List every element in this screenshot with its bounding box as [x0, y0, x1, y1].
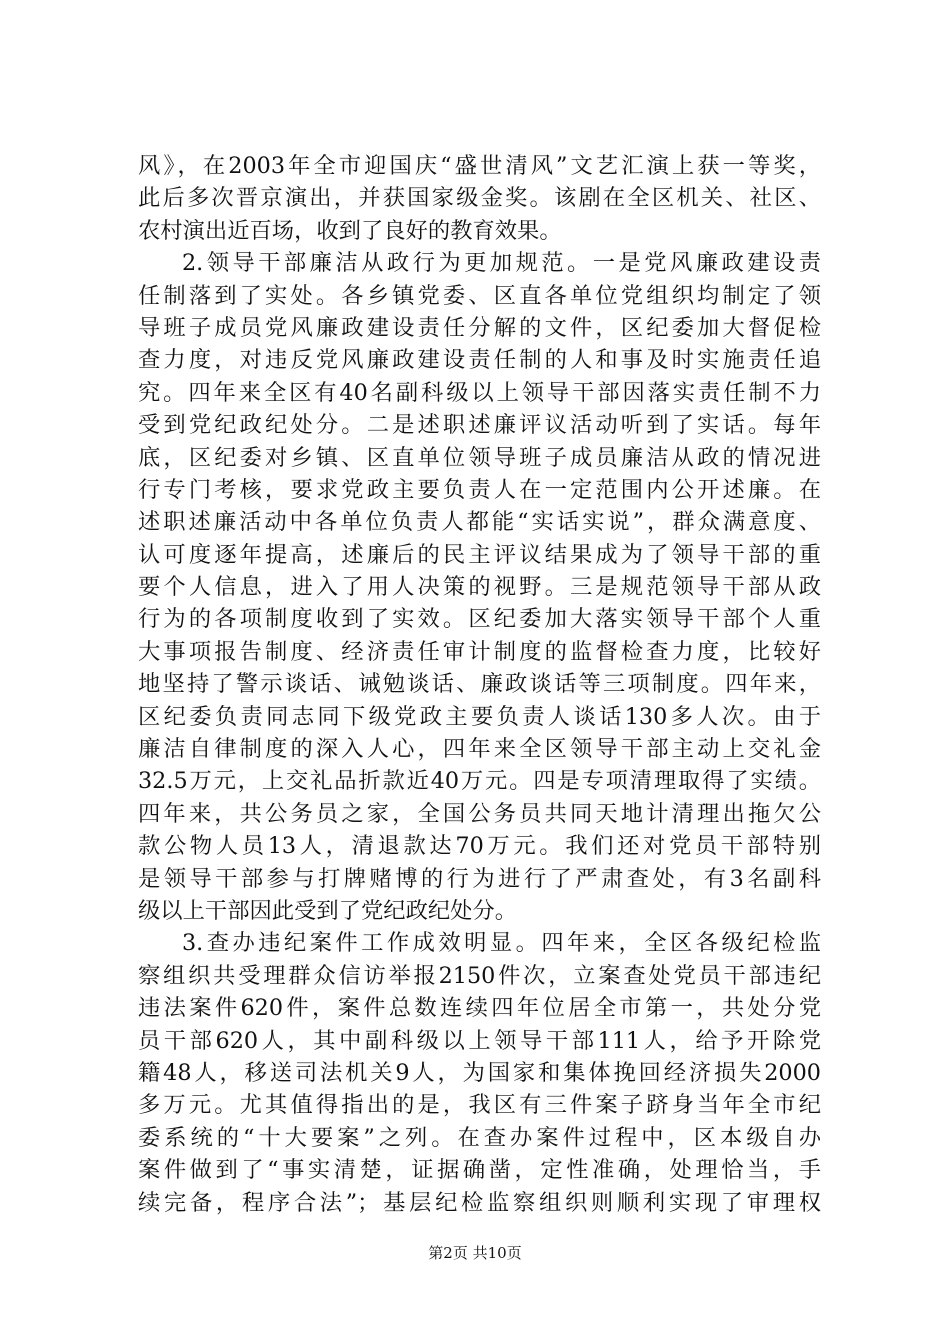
- text-line: 风》，在2003年全市迎国庆“盛世清风”文艺汇演上获一等奖，: [138, 153, 821, 179]
- text-line: 导班子成员党风廉政建设责任分解的文件，区纪委加大督促检: [138, 314, 821, 341]
- text-line: 地坚持了警示谈话、诫勉谈话、廉政谈话等三项制度。四年来，: [138, 671, 821, 698]
- text-line: 3.查办违纪案件工作成效明显。四年来，全区各级纪检监: [182, 930, 821, 957]
- text-line: 委系统的“十大要案”之列。在查办案件过程中，区本级自办: [138, 1124, 821, 1151]
- text-line: 此后多次晋京演出，并获国家级金奖。该剧在全区机关、社区、: [138, 185, 821, 212]
- text-line: 底，区纪委对乡镇、区直单位领导班子成员廉洁从政的情况进: [138, 444, 821, 471]
- text-line: 要个人信息，进入了用人决策的视野。三是规范领导干部从政: [138, 574, 821, 601]
- document-body: [138, 150, 821, 1219]
- text-line: 认可度逐年提高，述廉后的民主评议结果成为了领导干部的重: [138, 541, 821, 568]
- text-line: 行为的各项制度收到了实效。区纪委加大落实领导干部个人重: [138, 606, 821, 633]
- text-line: 籍48人，移送司法机关9人，为国家和集体挽回经济损失2000: [138, 1059, 821, 1086]
- text-line: 多万元。尤其值得指出的是，我区有三件案子跻身当年全市纪: [138, 1092, 821, 1119]
- text-line: 行专门考核，要求党政主要负责人在一定范围内公开述廉。在: [138, 476, 821, 503]
- text-line: 农村演出近百场，收到了良好的教育效果。: [138, 217, 562, 244]
- text-line: 受到党纪政纪处分。二是述职述廉评议活动听到了实话。每年: [138, 412, 821, 439]
- text-line: 续完备，程序合法”；基层纪检监察组织则顺利实现了审理权: [138, 1189, 821, 1216]
- text-line: 查力度，对违反党风廉政建设责任制的人和事及时实施责任追: [138, 347, 821, 374]
- text-line: 察组织共受理群众信访举报2150件次，立案查处党员干部违纪: [138, 962, 821, 989]
- text-line: 大事项报告制度、经济责任审计制度的监督检查力度，比较好: [138, 638, 821, 665]
- text-line: 员干部620人，其中副科级以上领导干部111人，给予开除党: [138, 1027, 821, 1054]
- text-line: 是领导干部参与打牌赌博的行为进行了严肃查处，有3名副科: [138, 865, 821, 892]
- text-line: 违法案件620件，案件总数连续四年位居全市第一，共处分党: [138, 995, 821, 1022]
- text-line: 案件做到了“事实清楚，证据确凿，定性准确，处理恰当，手: [138, 1157, 821, 1184]
- text-line: 廉洁自律制度的深入人心，四年来全区领导干部主动上交礼金: [138, 736, 821, 763]
- text-line: 款公物人员13人，清退款达70万元。我们还对党员干部特别: [138, 833, 821, 860]
- text-line: 究。四年来全区有40名副科级以上领导干部因落实责任制不力: [138, 379, 821, 406]
- page-number-footer: 第2页 共10页: [428, 1244, 522, 1262]
- paragraph-2: [138, 247, 821, 927]
- text-line: 32.5万元，上交礼品折款近40万元。四是专项清理取得了实绩。: [138, 768, 821, 795]
- text-line: 2.领导干部廉洁从政行为更加规范。一是党风廉政建设责: [182, 250, 821, 277]
- text-line: 四年来，共公务员之家，全国公务员共同天地计清理出拖欠公: [138, 800, 821, 827]
- paragraph-3: [138, 927, 821, 1219]
- text-line: 区纪委负责同志同下级党政主要负责人谈话130多人次。由于: [138, 703, 821, 730]
- text-line: 述职述廉活动中各单位负责人都能“实话实说”，群众满意度、: [138, 509, 821, 536]
- paragraph-1: [138, 150, 821, 247]
- text-line: 任制落到了实处。各乡镇党委、区直各单位党组织均制定了领: [138, 282, 821, 309]
- text-line: 级以上干部因此受到了党纪政纪处分。: [138, 897, 518, 924]
